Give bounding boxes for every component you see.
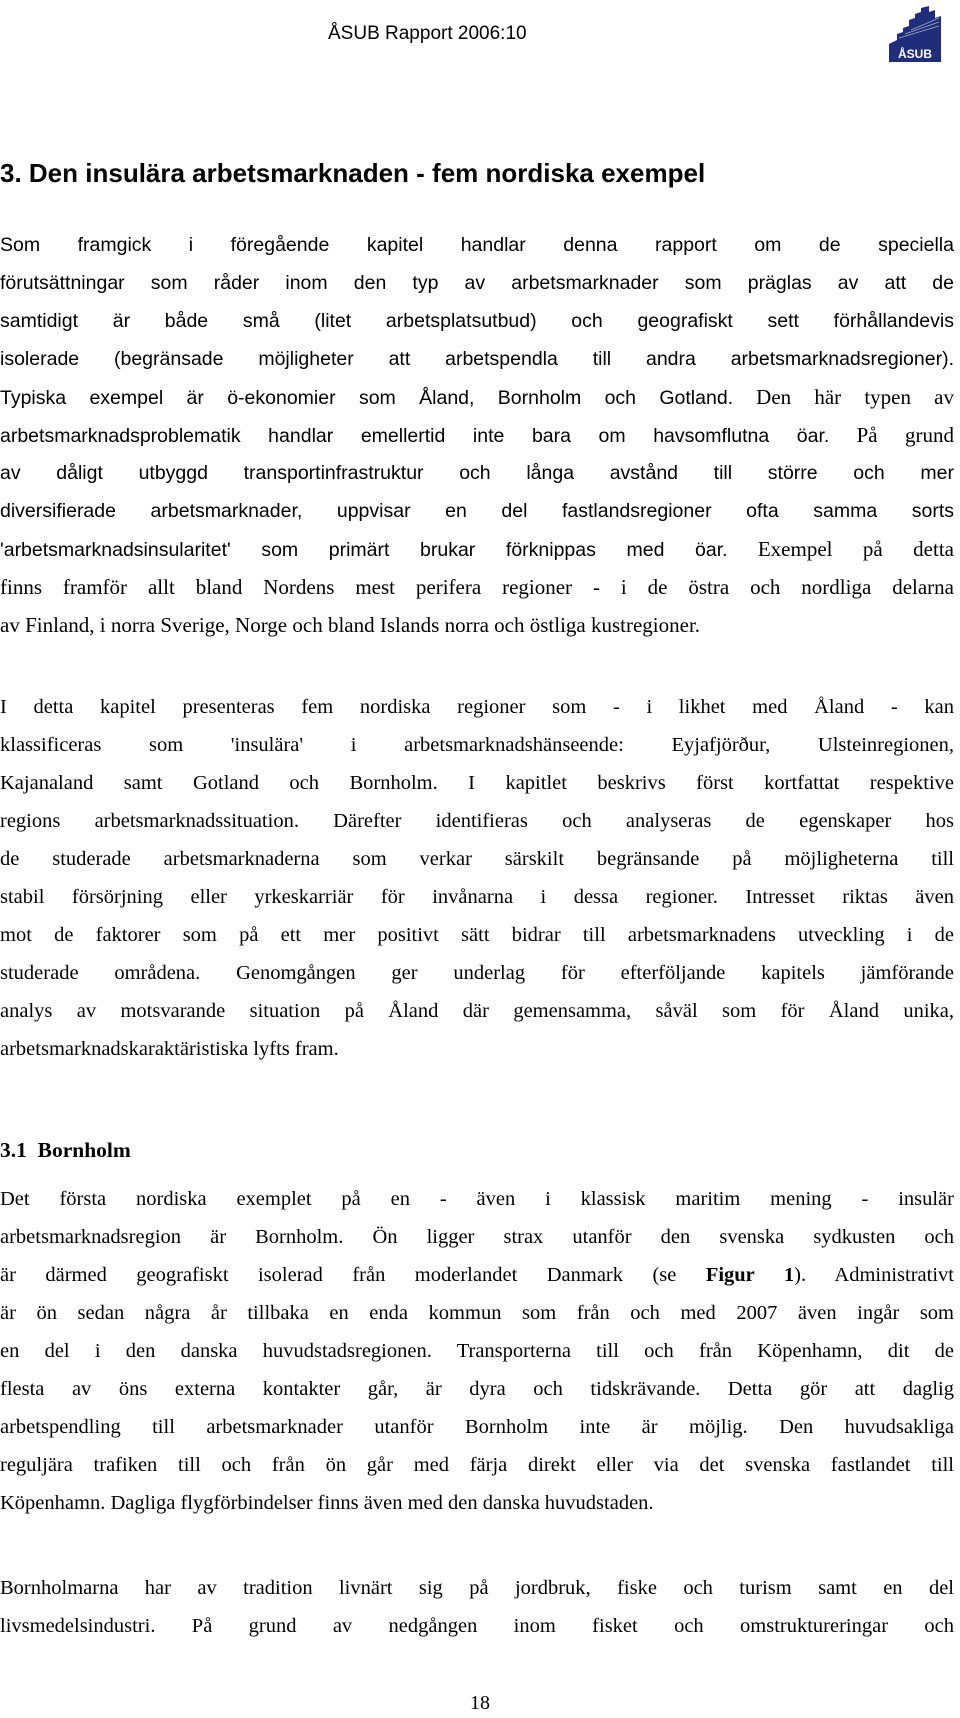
asub-logo [885,4,947,66]
paragraph-line: Bornholmarna har av tradition livnärt sig på jordbruk, fiske och turism samt en del [0,1577,954,1599]
text-segment: arbetsmarknadsproblematik handlar emellertid inte bara om havsomflutna öar. [0,425,830,447]
regions-paragraph [0,688,954,1068]
text-segment: Typiska exempel är ö-ekonomier som Åland, Bornholm och Gotland. [0,387,734,409]
paragraph-line: mot de faktorer som på ett mer positivt sätt bidrar till arbetsmarknadens utveckling i de [0,924,954,946]
paragraph-line: är ön sedan några år tillbaka en enda kommun som från och med 2007 även ingår som [0,1302,954,1324]
paragraph-line: reguljära trafiken till och från ön går med färja direkt eller via det svenska fastlandet till [0,1454,954,1476]
paragraph-line: stabil försörjning eller yrkeskarriär för invånarna i dessa regioner. Intresset riktas även [0,886,954,908]
paragraph-line: Som framgick i föregående kapitel handlar denna rapport om de speciella [0,234,954,256]
section-heading: 3.1 Bornholm [0,1138,131,1162]
paragraph-line [0,1256,954,1294]
paragraph-line [0,416,954,454]
paragraph-line: livsmedelsindustri. På grund av nedgången inom fisket och omstruktureringar och [0,1615,954,1637]
paragraph-line: av dåligt utbyggd transportinfrastruktur och långa avstånd till större och mer [0,462,954,484]
text-segment: är därmed geografiskt isolerad från moderlandet Danmark (se [0,1264,706,1286]
paragraph-line: Köpenhamn. Dagliga flygförbindelser finns även med den danska huvudstaden. [0,1492,654,1514]
paragraph-line: av Finland, i norra Sverige, Norge och bland Islands norra och östliga kustregioner. [0,613,701,637]
paragraph-line: arbetsmarknadsregion är Bornholm. Ön ligger strax utanför den svenska sydkusten och [0,1226,954,1248]
paragraph-line: förutsättningar som råder inom den typ av arbetsmarknader som präglas av att de [0,272,954,294]
paragraph-line: de studerade arbetsmarknaderna som verkar särskilt begränsande på möjligheterna till [0,848,954,870]
paragraph-line: arbetsmarknadskaraktäristiska lyfts fram. [0,1038,339,1060]
paragraph-line: analys av motsvarande situation på Åland där gemensamma, såväl som för Åland unika, [0,1000,954,1022]
paragraph-line: isolerade (begränsade möjligheter att arbetspendla till andra arbetsmarknadsregioner). [0,348,954,370]
text-segment: Exempel på detta [757,537,954,561]
paragraph-line [0,378,954,416]
text-segment: Den här typen av [756,385,954,409]
paragraph-line: Det första nordiska exemplet på en - även i klassisk maritim mening - insulär [0,1188,954,1210]
paragraph-line: diversifierade arbetsmarknader, uppvisar en del fastlandsregioner ofta samma sorts [0,500,954,522]
paragraph-line: arbetspendling till arbetsmarknader utanför Bornholm inte är möjlig. Den huvudsakliga [0,1416,954,1438]
chapter-heading: 3. Den insulära arbetsmarknaden - fem nordiska exempel [0,158,706,188]
paragraph-line: klassificeras som 'insulära' i arbetsmarknadshänseende: Eyjafjörður, Ulsteinregionen, [0,734,954,756]
paragraph-line: Kajanaland samt Gotland och Bornholm. I kapitlet beskrivs först kortfattat respektive [0,772,954,794]
intro-paragraph [0,226,954,644]
text-segment: På grund [856,423,954,447]
figure-reference: Figur 1 [705,1264,795,1286]
text-segment: ). Administrativt [794,1264,954,1286]
bornholm-paragraph [0,1180,954,1522]
text-segment: 'arbetsmarknadsinsularitet' som primärt brukar förknippas med öar. [0,539,728,561]
livelihood-paragraph [0,1569,954,1645]
paragraph-line [0,530,954,568]
paragraph-line: finns framför allt bland Nordens mest perifera regioner - i de östra och nordliga delarna [0,575,954,599]
page-number: 18 [470,1692,490,1714]
header-report-title: ÅSUB Rapport 2006:10 [328,23,527,44]
svg-text:ÅSUB: ÅSUB [897,47,933,61]
paragraph-line: flesta av öns externa kontakter går, är dyra och tidskrävande. Detta gör att daglig [0,1378,954,1400]
paragraph-line: I detta kapitel presenteras fem nordiska regioner som - i likhet med Åland - kan [0,696,954,718]
paragraph-line: en del i den danska huvudstadsregionen. Transporterna till och från Köpenhamn, dit de [0,1340,954,1362]
paragraph-line: studerade områdena. Genomgången ger underlag för efterföljande kapitels jämförande [0,962,954,984]
paragraph-line: samtidigt är både små (litet arbetsplatsutbud) och geografiskt sett förhållandevis [0,310,954,332]
paragraph-line: regions arbetsmarknadssituation. Därefter identifieras och analyseras de egenskaper hos [0,810,954,832]
